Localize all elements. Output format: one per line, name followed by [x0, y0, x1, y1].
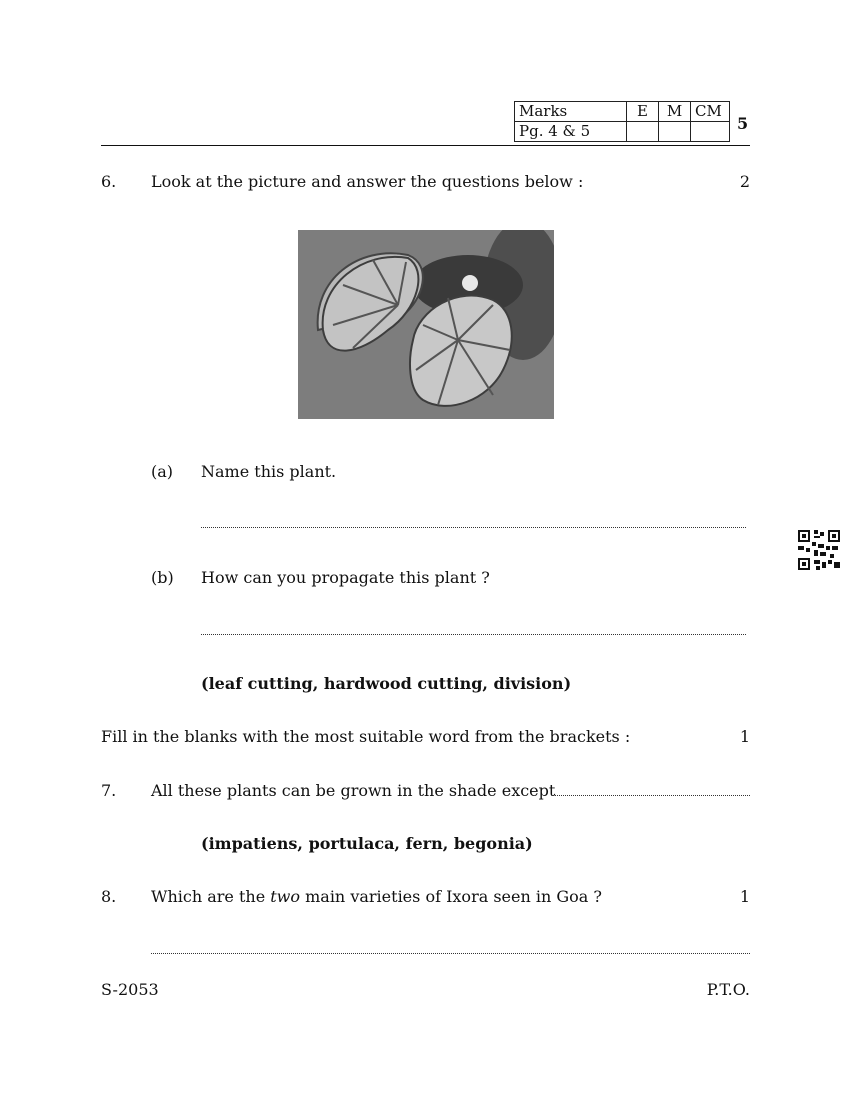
q7-number: 7.: [101, 781, 117, 800]
q8-marks: 1: [739, 887, 750, 906]
q7-text: All these plants can be grown in the shade except: [151, 781, 556, 800]
cell-m: [659, 122, 691, 142]
page-number: 5: [737, 114, 749, 133]
pages-label: Pg. 4 & 5: [515, 122, 627, 142]
q8-text-after: main varieties of Ixora seen in Goa ?: [300, 887, 602, 906]
q6a-answer-line[interactable]: [201, 527, 746, 528]
q6b-answer-line[interactable]: [201, 634, 746, 635]
begonia-leaves-photo: [298, 230, 554, 419]
marks-table: [514, 101, 730, 142]
fill-blanks-instruction: Fill in the blanks with the most suitable word from the brackets :: [101, 727, 631, 746]
q8-text-before: Which are the: [151, 887, 271, 906]
q6b-options: (leaf cutting, hardwood cutting, division): [201, 674, 572, 693]
cell-cm: [691, 122, 730, 142]
q6a-text: Name this plant.: [201, 462, 337, 481]
qr-code-icon: [798, 530, 840, 570]
q6b-text: How can you propagate this plant ?: [201, 568, 490, 587]
cell-e: [627, 122, 659, 142]
q6b-label: (b): [151, 568, 174, 587]
qr-code-svg: [798, 530, 840, 570]
col-e: E: [627, 102, 659, 122]
fill-blanks-marks: 1: [739, 727, 750, 746]
q6-number: 6.: [101, 172, 117, 191]
q8-text: [151, 887, 602, 906]
q6a-label: (a): [151, 462, 174, 481]
q8-answer-line[interactable]: [151, 953, 750, 954]
q8-text-emph: two: [270, 887, 301, 906]
q6-marks: 2: [739, 172, 750, 191]
q8-number: 8.: [101, 887, 117, 906]
header-rule: [101, 145, 750, 146]
footer-code: S-2053: [101, 980, 159, 999]
q6-text: Look at the picture and answer the questions below :: [151, 172, 584, 191]
q7-options: (impatiens, portulaca, fern, begonia): [201, 834, 533, 853]
footer-pto: P.T.O.: [706, 980, 750, 999]
col-cm: CM: [691, 102, 730, 122]
col-m: M: [659, 102, 691, 122]
q7-answer-line[interactable]: [552, 795, 750, 796]
begonia-leaves-icon: [298, 230, 554, 419]
marks-label: Marks: [515, 102, 627, 122]
